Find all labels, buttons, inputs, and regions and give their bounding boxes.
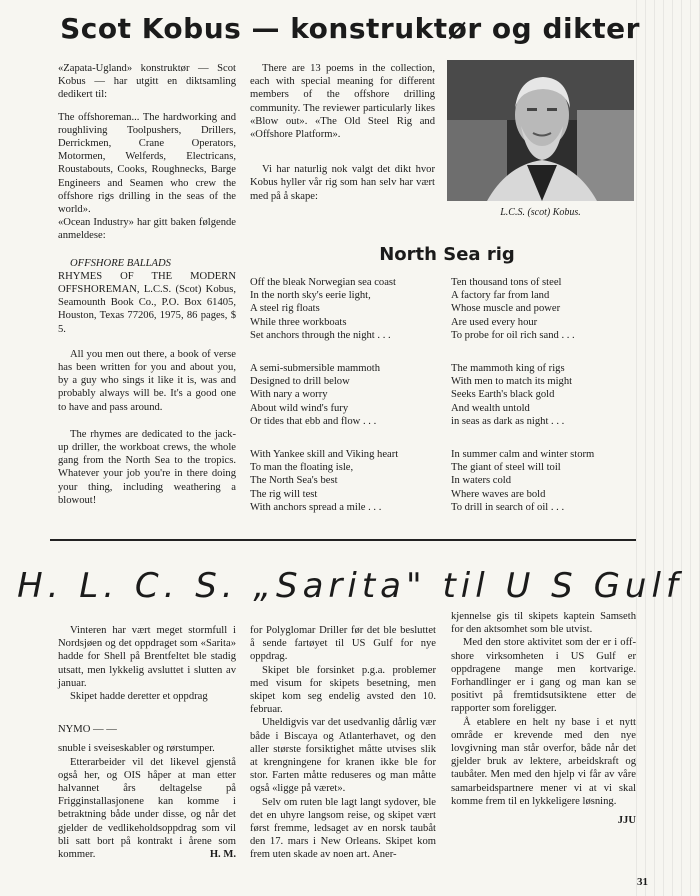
- paragraph: The rhymes are dedicated to the jack-up driller, the workboat crews, the whole gang from the North Sea to the tropics. Whatever your job you're in there doing your thing, including weathering a blowout!: [58, 428, 236, 506]
- poem-line: And wealth untold: [451, 402, 530, 414]
- poem-line: A semi-submersible mammoth: [250, 363, 381, 375]
- poem-right-column: [451, 276, 636, 526]
- poem-line: Or tides that ebb and flow . . .: [250, 415, 377, 427]
- paragraph: kjennelse gis til skipets kaptein Samseth for den aktsomhet som ble utvist.: [451, 611, 636, 636]
- poem-line: In the north sky's eerie light,: [250, 290, 371, 302]
- section-divider: [50, 539, 636, 541]
- book-title: OFFSHORE BALLADS: [70, 257, 171, 269]
- kobus-column-1: [58, 62, 236, 516]
- poem-stanza: [451, 276, 636, 342]
- poem-line: With anchors spread a mile . . .: [250, 501, 382, 513]
- poem-line: With men to match its might: [451, 376, 573, 388]
- paragraph: Med den store aktivitet som der er i off-shore virksomheten i US Gulf er oppdragene mange men kortvarige. Forhandlinger er i gang og man kan se positivt på fremtidsutsiktene etter de rapporter som foreligger.: [451, 637, 636, 715]
- kobus-photo: [447, 60, 634, 201]
- paragraph: Uheldigvis var det usedvanlig dårlig vær både i Biscaya og Atlanterhavet, og den aller største forsiktighet måtte utvises slik at krengningene for kranen ikke ble for stor. Farten måtte reduseres og man måtte også «ligge på været».: [250, 717, 436, 795]
- poem-stanza: [250, 362, 440, 428]
- portrait-image: [447, 60, 634, 201]
- poem-stanza: [451, 362, 636, 428]
- article-title-sarita: H. L. C. S. „Sarita" til U S Gulf: [17, 566, 683, 606]
- poem-stanza: [250, 276, 440, 342]
- sarita-column-3: [451, 610, 636, 827]
- paragraph: snuble i sveiseskabler og rørstumper.: [58, 743, 215, 755]
- poem-stanza: [250, 448, 440, 514]
- paragraph: The offshoreman... The hardworking and roughliving Toolpushers, Drillers, Derrickmen, Crane Operators, Motormen, Welferds, Electricans, Roustabouts, Cooks, Roughnecks, Barge Engineers and Seamen who crew the offshore rigs drilling in the seas of the world».: [58, 111, 236, 216]
- bleed-through-texture: [636, 0, 700, 896]
- poem-line: Set anchors through the night . . .: [250, 329, 391, 341]
- poem-line: in seas as dark as night . . .: [451, 415, 565, 427]
- poem-line: With Yankee skill and Viking heart: [250, 449, 399, 461]
- poem-line: To man the floating isle,: [250, 462, 354, 474]
- paragraph: «Zapata-Ugland» konstruktør — Scot Kobus — har utgitt en diktsamling dedikert til:: [58, 63, 236, 101]
- poem-line: In summer calm and winter storm: [451, 449, 595, 461]
- paragraph: Skipet ble forsinket p.g.a. problemer med visum for skipets besetning, men skipet kom seg endelig avsted den 10. februar.: [250, 664, 436, 716]
- poem-left-column: [250, 276, 440, 526]
- book-details: RHYMES OF THE MODERN OFFSHOREMAN, L.C.S. (Scot) Kobus, Seamounth Book Co., P.O. Box 61405, Houston, Texas 77206, 1975, 86 pages, $ 5.: [58, 270, 236, 335]
- page-number: 31: [637, 876, 648, 888]
- poem-line: The North Sea's best: [250, 475, 338, 487]
- paragraph: Vinteren har vært meget stormfull i Nordsjøen og det oppdraget som «Sarita» hadde for Shell på Brentfeltet ble stadig utsatt, men lykkelig avsluttet i slutten av januar.: [58, 625, 236, 689]
- poem-title: North Sea rig: [379, 244, 515, 265]
- nymo-heading: NYMO — —: [58, 724, 117, 736]
- nymo-signature: H. M.: [209, 849, 236, 861]
- poem-line: The rig will test: [250, 488, 318, 500]
- author-signature: JJU: [617, 815, 636, 827]
- poem-line: In waters cold: [451, 475, 512, 487]
- poem-line: To probe for oil rich sand . . .: [451, 329, 575, 341]
- poem-stanza: [451, 448, 636, 514]
- poem-line: The giant of steel will toil: [451, 462, 561, 474]
- poem-line: Seeks Earth's black gold: [451, 389, 555, 401]
- poem-line: Whose muscle and power: [451, 303, 561, 315]
- paragraph: Selv om ruten ble lagt langt sydover, ble det en uhyre langsom reise, og skipet vært først fremme, ledsaget av en norsk taubåt den 17. mars i New Orleans. Skipet kom frem uten skade av noen art. Aner-: [250, 796, 436, 861]
- poem-line: A steel rig floats: [250, 303, 320, 315]
- sarita-column-1: [58, 624, 236, 861]
- paragraph: There are 13 poems in the collection, each with special meaning for different members of the offshore drilling community. The reviewer particularly likes «Blow out». «The Old Steel Rig and «Offshore Platform».: [250, 63, 435, 141]
- article-title-kobus: Scot Kobus — konstruktør og dikter: [60, 12, 640, 45]
- poem-line: While three workboats: [250, 316, 347, 328]
- poem-line: Off the bleak Norwegian sea coast: [250, 277, 397, 288]
- poem-line: To drill in search of oil . . .: [451, 501, 565, 513]
- sarita-column-2: [250, 624, 436, 862]
- photo-caption: L.C.S. (scot) Kobus.: [500, 207, 581, 218]
- poem-line: Designed to drill below: [250, 376, 350, 388]
- paragraph: Å etablere en helt ny base i et nytt område er krevende med den nye lovgivning man står overfor, både når det gjelder bruk av lektere, arbeidskraft og taubåter. Men med den hjelp vi får av våre samarbeidspartnere mener vi at vi skal komme frem til en lykkeligere løsning.: [451, 716, 636, 807]
- poem-line: About wild wind's fury: [250, 402, 349, 414]
- paragraph: Skipet hadde deretter et oppdrag: [70, 691, 208, 703]
- poem-line: The mammoth king of rigs: [451, 363, 565, 375]
- paragraph: All you men out there, a book of verse has been written for you and about you, by a guy who sings it like it is, was and probably always will be. It's a good one to have and pass around.: [58, 348, 236, 413]
- poem-line: A factory far from land: [451, 290, 550, 302]
- paragraph: for Polyglomar Driller før det ble besluttet å sende fartøyet til US Gulf for nye oppdrag.: [250, 625, 436, 663]
- poem-line: With nary a worry: [250, 389, 328, 401]
- poem-line: Where waves are bold: [451, 488, 546, 500]
- paragraph: «Ocean Industry» har gitt baken følgende anmeldese:: [58, 217, 236, 242]
- paragraph: Etterarbeider vil det likevel gjenstå også her, og OIS håper at man etter halvannet års deltagelse på Frigginstallasjonene kan komme i betraktning både under disse, og når det gjelder de vedlikeholdsoppdrag som vil bli satt bort på kontrakt i årene som kommer.: [58, 756, 236, 861]
- kobus-column-2: [250, 62, 435, 212]
- poem-line: Are used every hour: [451, 316, 538, 328]
- poem-line: Ten thousand tons of steel: [451, 277, 562, 288]
- paragraph: Vi har naturlig nok valgt det dikt hvor Kobus hyller vår rig som han selv har vært med på å skape:: [250, 164, 435, 202]
